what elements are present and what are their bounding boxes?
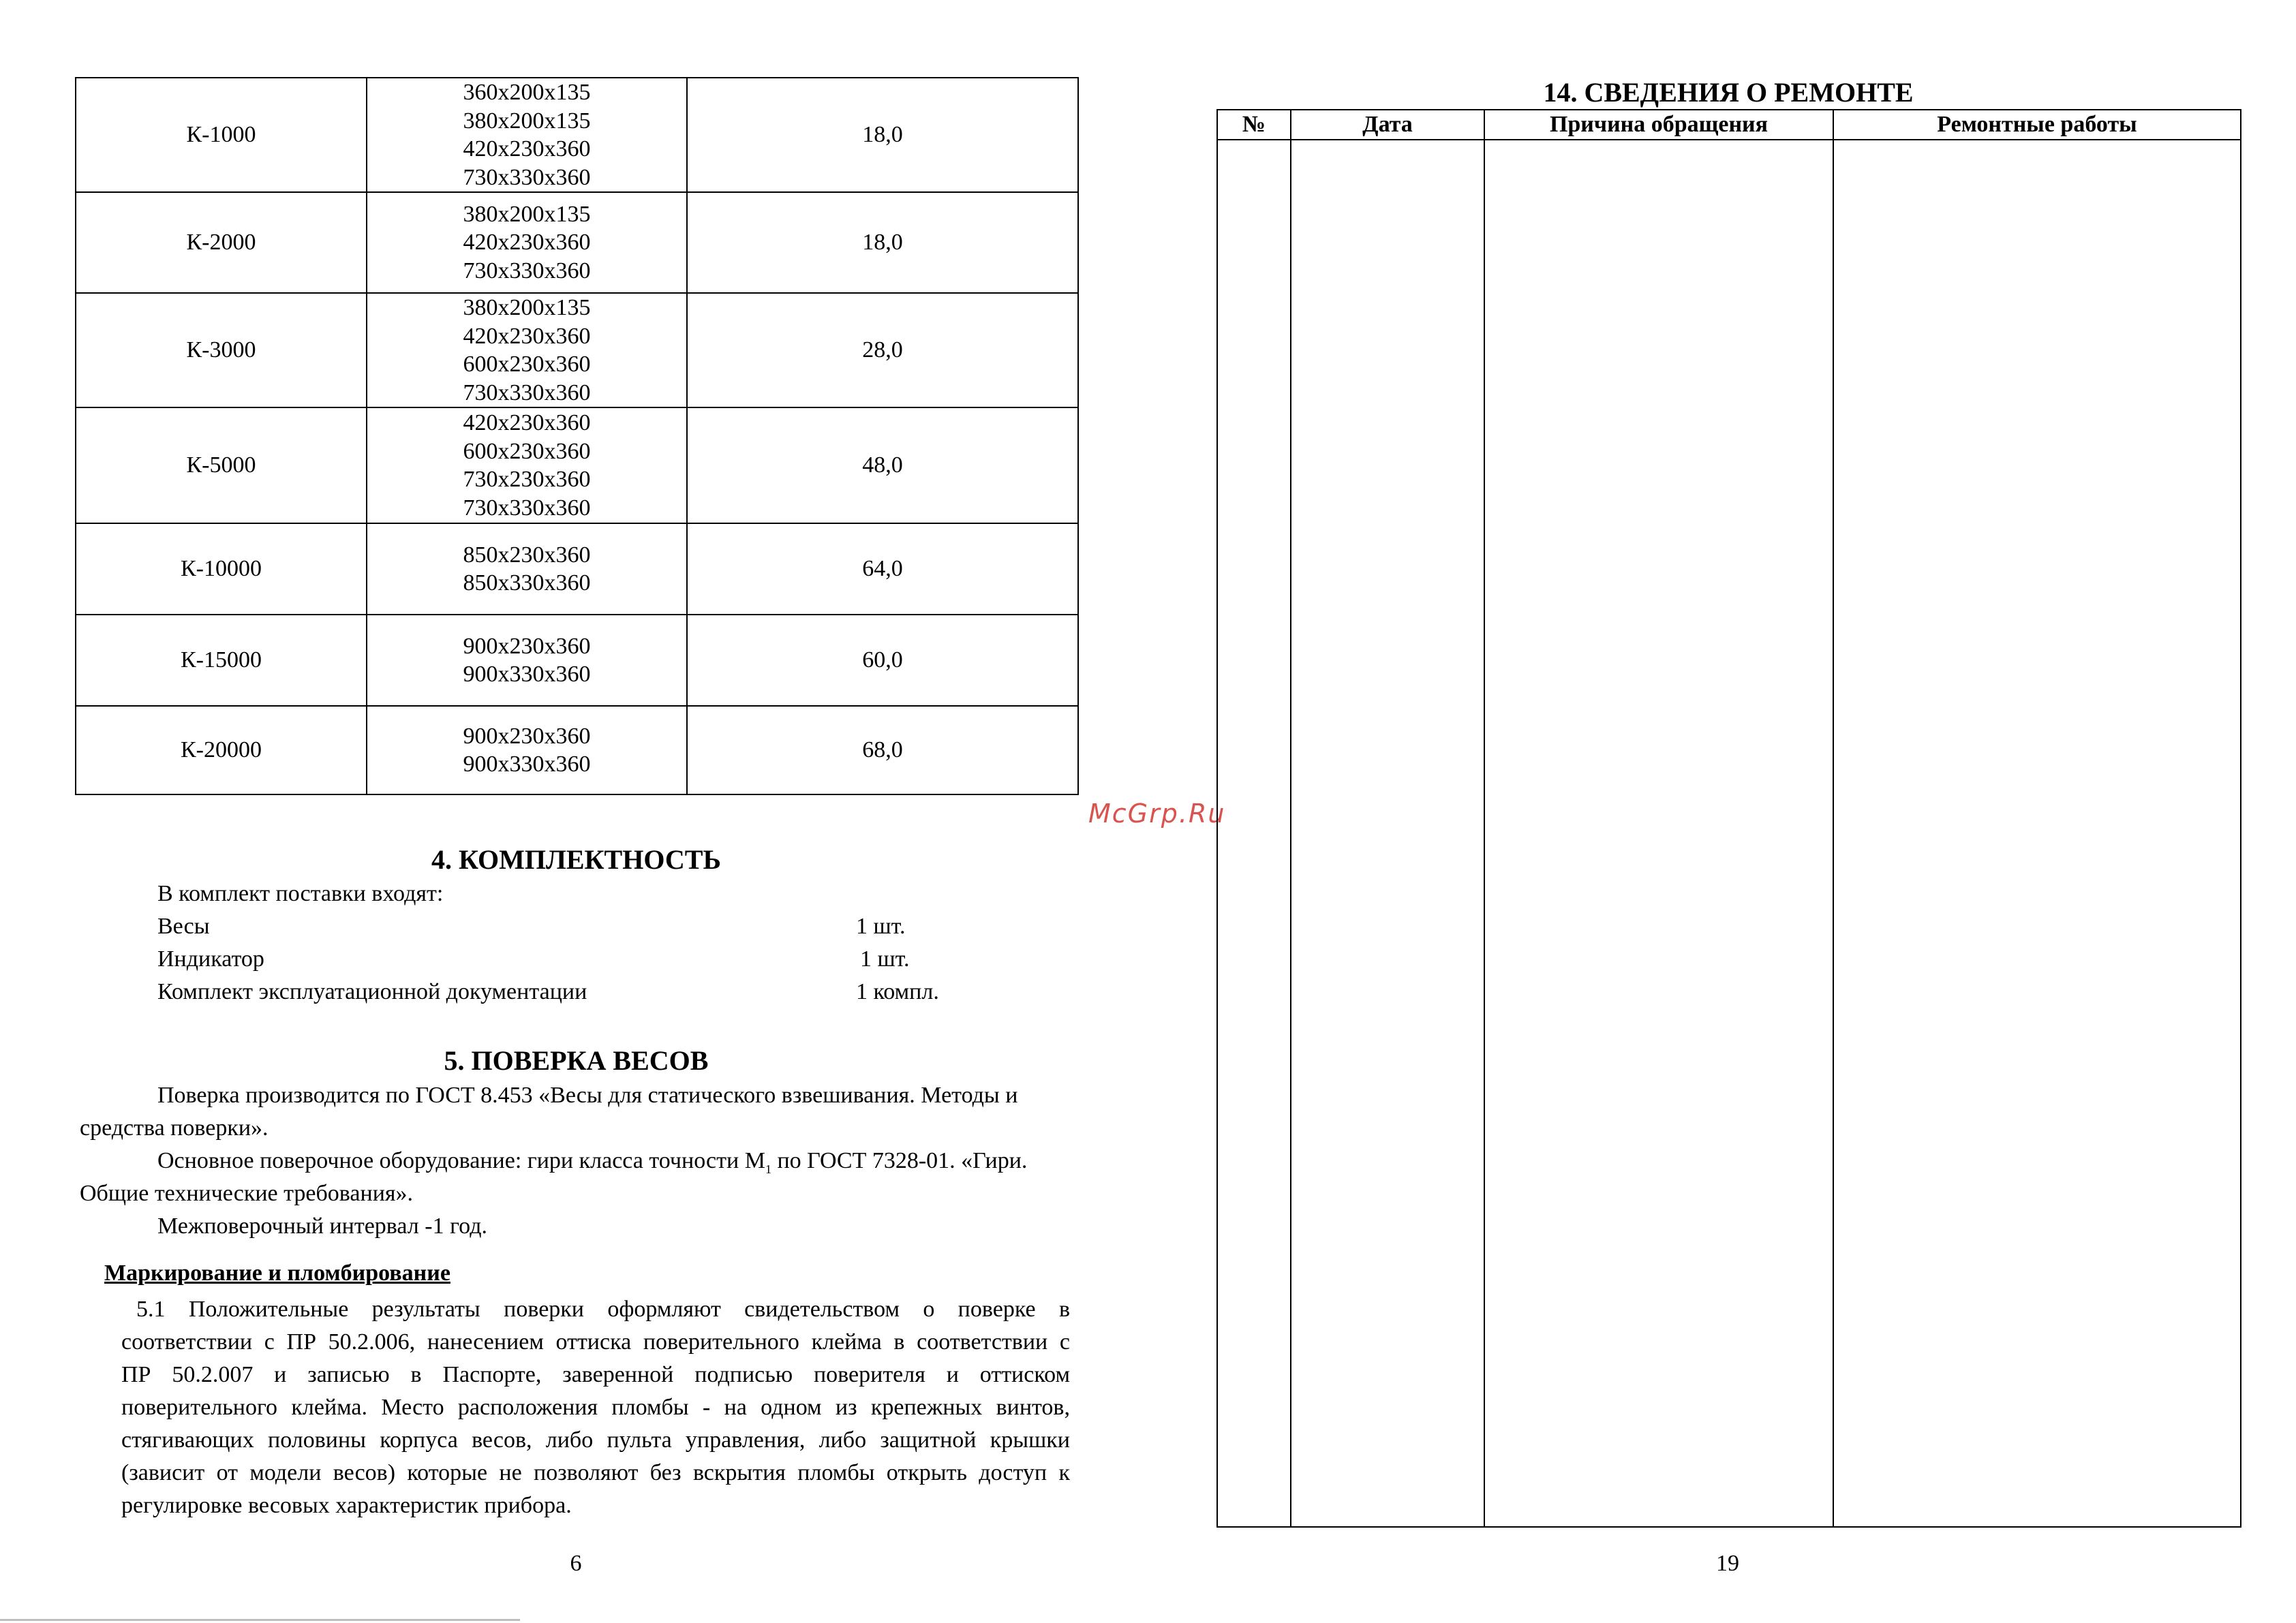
spec-row bbox=[76, 615, 1078, 706]
spec-row bbox=[76, 407, 1078, 523]
section5-p2-post: по ГОСТ 7328-01. «Гири. bbox=[771, 1148, 1028, 1173]
spec-dimension: 420х230х360 bbox=[463, 323, 591, 349]
repair-title: 14. СВЕДЕНИЯ О РЕМОНТЕ bbox=[1543, 77, 1914, 108]
marking-line: соответствии с ПР 50.2.006, нанесением оттиска поверительного клейма в соответствии с bbox=[121, 1329, 1070, 1355]
repair-cell bbox=[1217, 140, 1291, 1527]
section4-title: 4. КОМПЛЕКТНОСТЬ bbox=[431, 844, 721, 875]
spec-model: К-3000 bbox=[76, 293, 367, 407]
watermark: McGrp.Ru bbox=[1088, 799, 1226, 829]
spec-value: 18,0 bbox=[687, 78, 1078, 192]
repair-cell bbox=[1291, 140, 1484, 1527]
spec-dimensions bbox=[367, 293, 687, 407]
spec-value: 64,0 bbox=[687, 523, 1078, 615]
repair-col-works: Ремонтные работы bbox=[1833, 110, 2241, 140]
spec-model: К-20000 bbox=[76, 706, 367, 794]
spec-dimension: 900х330х360 bbox=[463, 662, 591, 687]
marking-line: 5.1 Положительные результаты поверки оформляют свидетельством о поверке в bbox=[136, 1297, 1070, 1322]
section5-p2-subscript: 1 bbox=[765, 1162, 771, 1176]
section4-intro: В комплект поставки входят: bbox=[157, 881, 444, 906]
section5-p1-line2: средства поверки». bbox=[80, 1115, 269, 1141]
spec-dimension: 380х200х135 bbox=[463, 295, 591, 320]
spec-model: К-15000 bbox=[76, 615, 367, 706]
marking-title: Маркирование и пломбирование bbox=[104, 1261, 450, 1286]
repair-col-number: № bbox=[1217, 110, 1291, 140]
spec-dimension: 730х330х360 bbox=[463, 495, 591, 521]
spec-dimensions bbox=[367, 407, 687, 523]
repair-col-date: Дата bbox=[1291, 110, 1484, 140]
spec-dimension: 380х200х135 bbox=[463, 201, 591, 227]
repair-cell bbox=[1833, 140, 2241, 1527]
repair-header-row bbox=[1217, 110, 2241, 140]
spec-dimension: 420х230х360 bbox=[463, 136, 591, 161]
right-page-number: 19 bbox=[1716, 1551, 1739, 1576]
section5-title: 5. ПОВЕРКА ВЕСОВ bbox=[444, 1045, 709, 1076]
spec-dimension: 900х230х360 bbox=[463, 723, 591, 749]
spec-value: 18,0 bbox=[687, 192, 1078, 293]
spec-value: 68,0 bbox=[687, 706, 1078, 794]
scan-edge-line bbox=[0, 1619, 520, 1621]
spec-row bbox=[76, 192, 1078, 293]
spec-dimension: 600х230х360 bbox=[463, 352, 591, 377]
spec-model: К-1000 bbox=[76, 78, 367, 192]
repair-empty-row bbox=[1217, 140, 2241, 1527]
spec-dimension: 360х200х135 bbox=[463, 80, 591, 105]
spec-dimension: 420х230х360 bbox=[463, 410, 591, 435]
spec-model: К-10000 bbox=[76, 523, 367, 615]
spec-dimension: 850х330х360 bbox=[463, 570, 591, 596]
spec-dimensions bbox=[367, 615, 687, 706]
marking-line: стягивающих половины корпуса весов, либо пульта управления, либо защитной крышки bbox=[121, 1427, 1070, 1453]
spec-dimension: 380х200х135 bbox=[463, 108, 591, 134]
marking-line: ПР 50.2.007 и записью в Паспорте, заверенной подписью поверителя и оттиском bbox=[121, 1362, 1070, 1387]
spec-row bbox=[76, 523, 1078, 615]
section5-p3: Межповерочный интервал -1 год. bbox=[157, 1214, 488, 1239]
spec-table-body bbox=[76, 78, 1078, 794]
spec-dimension: 730х330х360 bbox=[463, 164, 591, 190]
left-page-number: 6 bbox=[570, 1551, 582, 1576]
spec-dimension: 900х230х360 bbox=[463, 633, 591, 659]
kit-item-name: Весы bbox=[157, 914, 210, 939]
spec-dimension: 600х230х360 bbox=[463, 438, 591, 464]
spec-dimension: 730х330х360 bbox=[463, 380, 591, 405]
kit-item-qty: 1 шт. bbox=[856, 914, 906, 939]
spec-row bbox=[76, 78, 1078, 192]
spec-dimension: 730х330х360 bbox=[463, 258, 591, 283]
kit-item-name: Комплект эксплуатационной документации bbox=[157, 979, 587, 1004]
marking-lines bbox=[121, 1293, 1070, 1522]
section5-p1-line1: Поверка производится по ГОСТ 8.453 «Весы для статического взвешивания. Методы и bbox=[157, 1083, 1018, 1108]
spec-dimension: 420х230х360 bbox=[463, 230, 591, 256]
spec-dimensions bbox=[367, 192, 687, 293]
marking-line: (зависит от модели весов) которые не позволяют без вскрытия пломбы открыть доступ к bbox=[121, 1460, 1070, 1485]
kit-item-name: Индикатор bbox=[157, 946, 264, 972]
spec-model: К-2000 bbox=[76, 192, 367, 293]
spec-dimension: 900х330х360 bbox=[463, 752, 591, 777]
repair-table bbox=[1216, 109, 2241, 1528]
spec-value: 60,0 bbox=[687, 615, 1078, 706]
spec-dimension: 730х230х360 bbox=[463, 467, 591, 492]
section5-p2-line2: Общие технические требования». bbox=[80, 1181, 414, 1206]
spec-value: 48,0 bbox=[687, 407, 1078, 523]
spec-row bbox=[76, 706, 1078, 794]
section5-p2-pre: Основное поверочное оборудование: гири класса точности М bbox=[157, 1148, 765, 1173]
spec-dimension: 850х230х360 bbox=[463, 542, 591, 568]
marking-line: регулировке весовых характеристик прибора. bbox=[121, 1493, 572, 1518]
repair-col-reason: Причина обращения bbox=[1484, 110, 1833, 140]
spec-value: 28,0 bbox=[687, 293, 1078, 407]
spec-row bbox=[76, 293, 1078, 407]
spec-table bbox=[75, 77, 1079, 795]
spec-model: К-5000 bbox=[76, 407, 367, 523]
kit-item-qty: 1 шт. bbox=[860, 946, 910, 972]
marking-paragraph bbox=[121, 1293, 1070, 1522]
spec-dimensions bbox=[367, 523, 687, 615]
spec-dimensions bbox=[367, 706, 687, 794]
marking-line: поверительного клейма. Место расположения пломбы - на одном из крепежных винтов, bbox=[121, 1395, 1070, 1420]
spec-dimensions bbox=[367, 78, 687, 192]
repair-cell bbox=[1484, 140, 1833, 1527]
kit-item-qty: 1 компл. bbox=[856, 979, 939, 1004]
